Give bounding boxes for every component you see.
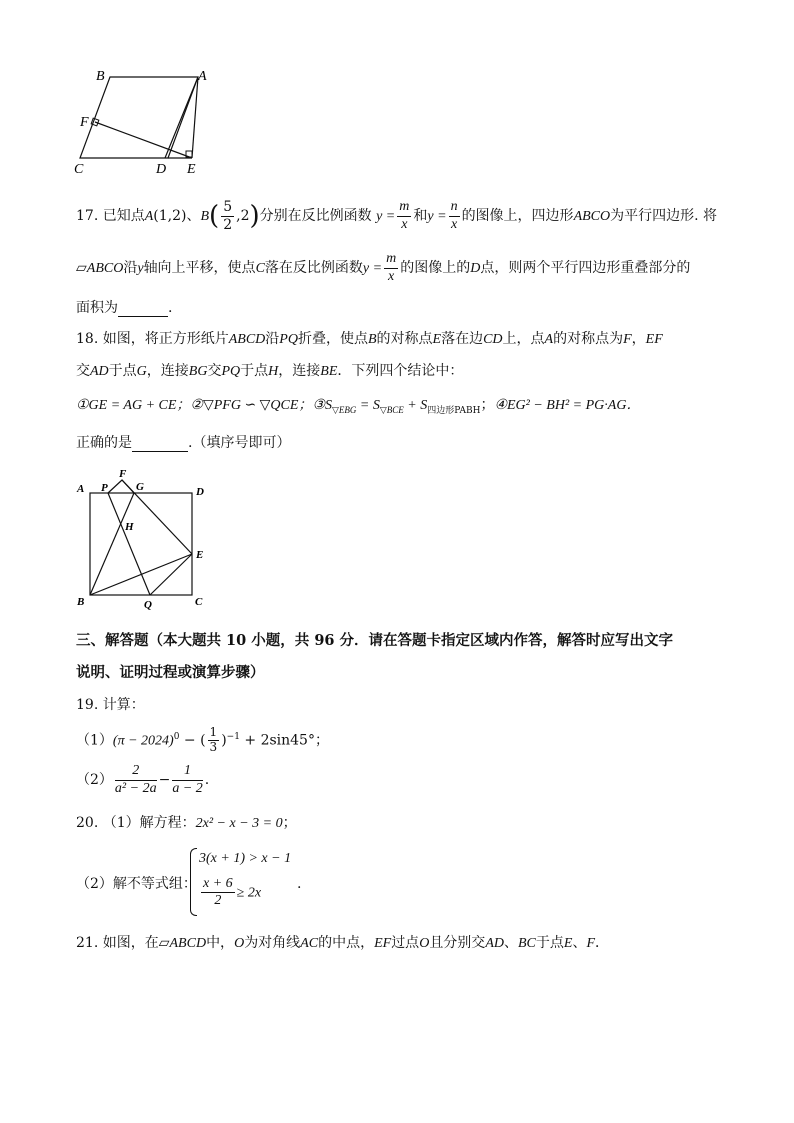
label-A: A bbox=[198, 69, 207, 84]
parallelogram-outline bbox=[80, 77, 198, 158]
q20-part2-label: （2）解不等式组： bbox=[76, 876, 197, 892]
inequality-1: 3(x + 1) > x − 1 bbox=[199, 851, 292, 866]
label-Q: Q bbox=[144, 599, 152, 611]
q18-conclusions: ①GE = AG + CE；②▽PFG ∽ ▽QCE；$③S_{▽EBG} = S_{▽BCE} + S_{四边形PABH}$；④EG² − BH² = PG·AG． bbox=[76, 397, 641, 416]
label-C: C bbox=[74, 162, 84, 177]
label-D: D bbox=[196, 486, 204, 498]
square-ABCD bbox=[90, 493, 192, 595]
q18-line1: 18. 如图，将正方形纸片ABCD沿PQ折叠，使点B的对称点E落在边CD上，点A的对称点为F，EF bbox=[76, 331, 663, 347]
segment-FE bbox=[122, 480, 192, 554]
q17-line3: 面积为 . bbox=[76, 300, 173, 316]
label-E: E bbox=[187, 162, 196, 177]
q19-part2: （2） $\frac{2}{\text{a² − 2a}}$ − $\frac{1}{a - 2}$ . bbox=[76, 763, 210, 796]
q17-line2: ▱ABCO沿y轴向上平移，使点C落在反比例函数y = $\frac{m}{x}$ 的图像上的D点，则两个平行四边形重叠部分的 bbox=[76, 251, 691, 284]
label-E: E bbox=[196, 549, 204, 561]
q19-title: 19. 计算： bbox=[76, 697, 145, 713]
section-3-line2: 说明、证明过程或演算步骤） bbox=[76, 664, 265, 681]
label-B: B bbox=[96, 69, 105, 84]
label-D: D bbox=[156, 162, 167, 177]
label-F: F bbox=[80, 115, 89, 130]
q20-part1: 20. （1）解方程：2x² − x − 3 = 0； bbox=[76, 815, 297, 831]
label-C: C bbox=[195, 596, 203, 608]
answer-blank-18[interactable] bbox=[132, 437, 188, 452]
label-H: H bbox=[125, 521, 134, 533]
q18-line4: 正确的是 .（填序号即可） bbox=[76, 435, 291, 451]
label-F: F bbox=[119, 468, 127, 480]
answer-blank-17[interactable] bbox=[118, 302, 168, 317]
system-brace bbox=[190, 848, 197, 916]
label-G: G bbox=[136, 481, 144, 493]
q20-part2-end: . bbox=[297, 876, 302, 892]
question-21: 21. 如图，在▱ABCD中，O为对角线AC的中点，EF过点O且分别交AD、BC于点E、F． bbox=[76, 935, 609, 951]
q19-part1: $(1)(\pi - 2024)^0$ − ( $\frac{1}{3}$ )$^{-1}$ + 2sin45°； bbox=[76, 725, 329, 755]
figure-parallelogram bbox=[70, 66, 220, 178]
label-A: A bbox=[77, 483, 85, 495]
section-3-line1: 三、解答题（本大题共 10 小题，共 96 分．请在答题卡指定区域内作答，解答时应写出文字 bbox=[76, 632, 674, 649]
q17-line1: 17. 已知点A(1,2)、B( $\frac{5}{2}$ ,2)分别在反比例函数 y = $\frac{m}{x}$ 和y = $\frac{n}{x}$ 的图像上，四边形ABCO为平行四边形. 将 bbox=[76, 199, 718, 233]
label-P: P bbox=[101, 482, 108, 494]
segment-QE bbox=[150, 554, 192, 595]
figure-square-fold bbox=[72, 466, 222, 616]
folded-flap bbox=[108, 480, 134, 493]
label-B: B bbox=[77, 596, 85, 608]
inequality-2: $\frac{x + 6}{2}$ ≥ 2x bbox=[203, 876, 262, 909]
q18-line2: 交AD于点G，连接BG交PQ于点H，连接BE．下列四个结论中： bbox=[76, 363, 464, 379]
